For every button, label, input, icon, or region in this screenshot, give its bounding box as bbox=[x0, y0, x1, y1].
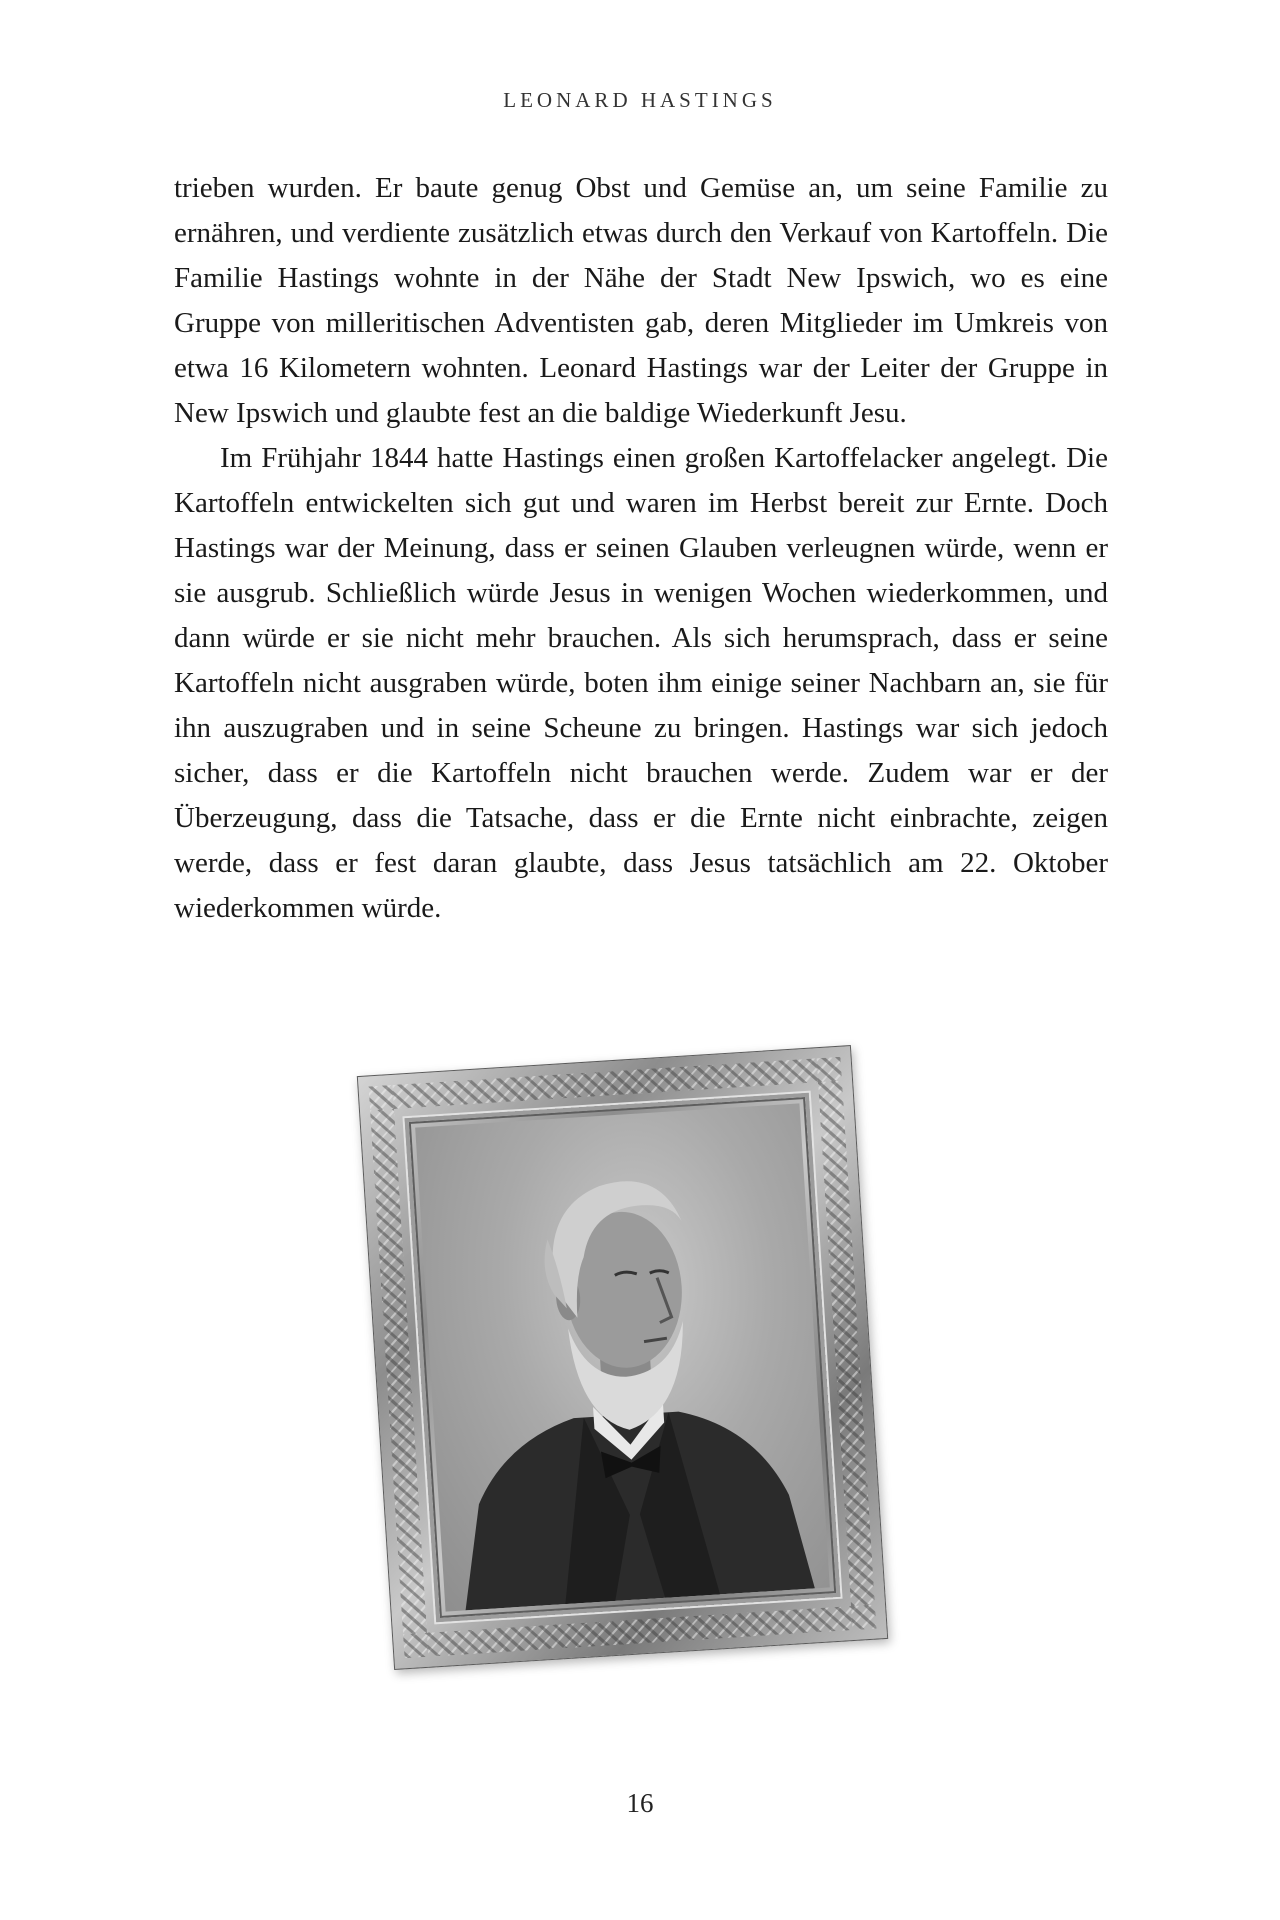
body-text bbox=[174, 166, 1108, 931]
paragraph-1: trieben wurden. Er baute genug Obst und Gemüse an, um seine Familie zu ernähren, und verdiente zusätzlich etwas durch den Verkauf von Kartoffeln. Die Familie Hastings wohnte in der Nähe der Stadt New Ipswich, wo es eine Gruppe von milleritischen Adventisten gab, deren Mitglieder im Umkreis von etwa 16 Kilometern wohnten. Leonard Hastings war der Leiter der Gruppe in New Ipswich und glaubte fest an die baldige Wiederkunft Jesu. bbox=[174, 172, 1108, 429]
page-number: 16 bbox=[626, 1788, 654, 1818]
framed-portrait bbox=[357, 1045, 888, 1670]
portrait-photo bbox=[415, 1103, 830, 1611]
paragraph-2: Im Frühjahr 1844 hatte Hastings einen großen Kartoffelacker angelegt. Die Kartoffeln entwickelten sich gut und waren im Herbst bereit zur Ernte. Doch Hastings war der Meinung, dass er seinen Glauben verleugnen würde, wenn er sie ausgrub. Schließlich würde Jesus in wenigen Wochen wiederkommen, und dann würde er sie nicht mehr brauchen. Als sich herumsprach, dass er seine Kartoffeln nicht ausgraben würde, boten ihm einige seiner Nachbarn an, sie für ihn auszugraben und in seine Scheune zu bringen. Hastings war sich jedoch sicher, dass er die Kartoffeln nicht brauchen werde. Zudem war er der Überzeugung, dass die Tatsache, dass er die Ernte nicht einbrachte, zeigen werde, dass er fest daran glaubte, dass Jesus tatsächlich am 22. Oktober wiederkommen würde. bbox=[174, 442, 1108, 924]
running-head: LEONARD HASTINGS bbox=[503, 88, 777, 112]
portrait-illustration bbox=[415, 1103, 830, 1611]
